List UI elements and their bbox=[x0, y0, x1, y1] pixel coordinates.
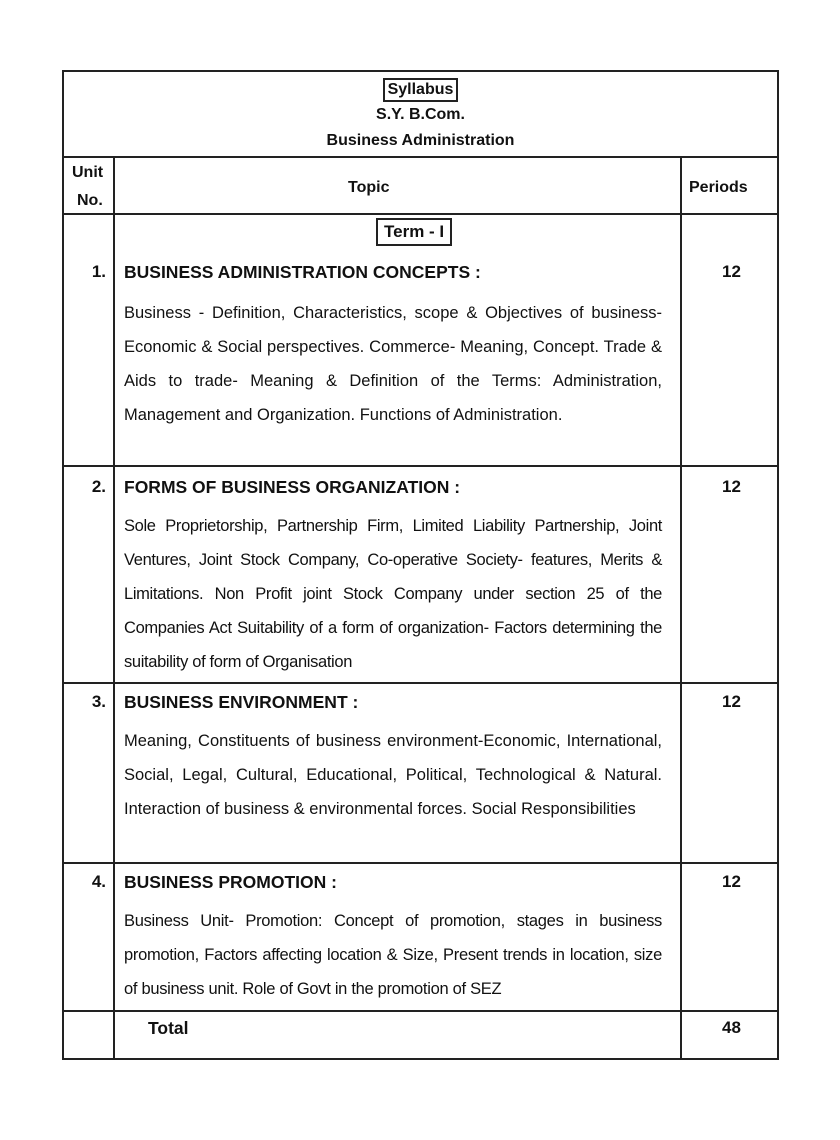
unit-number: 4. bbox=[91, 872, 106, 891]
unit-description: Business Unit- Promotion: Concept of promotion, stages in business promotion, Factors affecting location & Size, Present trends in location, size of business unit. Role of Govt in the promotion of SEZ bbox=[124, 912, 662, 998]
unit-description: Business - Definition, Characteristics, scope & Objectives of business- Economic & Social perspectives. Commerce- Meaning, Concept. Trade & Aids to trade- Meaning & Definition of the Terms: Administration, Management and Organization. Functions of Administration. bbox=[124, 304, 662, 424]
unit-description: Sole Proprietorship, Partnership Firm, Limited Liability Partnership, Joint Ventures, Joint Stock Company, Co-operative Society- features, Merits & Limitations. Non Profit joint Stock Company under section 25 of the Companies Act Suitability of a form of organization- Factors determining the suitability of form of Organisation bbox=[124, 517, 662, 671]
unit-title: BUSINESS ADMINISTRATION CONCEPTS : bbox=[124, 262, 481, 282]
term-label: Term - I bbox=[376, 218, 452, 246]
row-divider bbox=[64, 465, 777, 467]
syllabus-label: Syllabus bbox=[383, 78, 459, 102]
unit-periods: 12 bbox=[722, 477, 741, 496]
row-divider bbox=[64, 213, 777, 215]
course-name: S.Y. B.Com. bbox=[376, 106, 465, 123]
unit-number: 1. bbox=[91, 262, 106, 281]
unit-title: BUSINESS ENVIRONMENT : bbox=[124, 692, 359, 712]
column-header-topic: Topic bbox=[348, 179, 390, 196]
syllabus-table bbox=[62, 70, 779, 1060]
unit-periods: 12 bbox=[722, 692, 741, 711]
unit-title: BUSINESS PROMOTION : bbox=[124, 872, 337, 892]
unit-description: Meaning, Constituents of business environment-Economic, International, Social, Legal, Cultural, Educational, Political, Technological & Natural. Interaction of business & environmental forces. Social Responsibilities bbox=[124, 732, 662, 818]
row-divider bbox=[64, 682, 777, 684]
unit-title: FORMS OF BUSINESS ORGANIZATION : bbox=[124, 477, 461, 497]
unit-periods: 12 bbox=[722, 872, 741, 891]
total-label: Total bbox=[148, 1018, 189, 1038]
unit-column-divider bbox=[113, 158, 115, 1060]
column-header-unit-1: Unit bbox=[72, 164, 104, 181]
row-divider bbox=[64, 862, 777, 864]
total-periods: 48 bbox=[722, 1018, 741, 1037]
unit-number: 2. bbox=[91, 477, 106, 496]
unit-number: 3. bbox=[91, 692, 106, 711]
column-header-unit-2: No. bbox=[77, 192, 103, 209]
unit-periods: 12 bbox=[722, 262, 741, 281]
syllabus-header bbox=[64, 72, 777, 158]
periods-column-divider bbox=[680, 158, 682, 1060]
subject-name: Business Administration bbox=[326, 132, 515, 149]
row-divider bbox=[64, 1010, 777, 1012]
column-header-periods: Periods bbox=[689, 179, 748, 196]
